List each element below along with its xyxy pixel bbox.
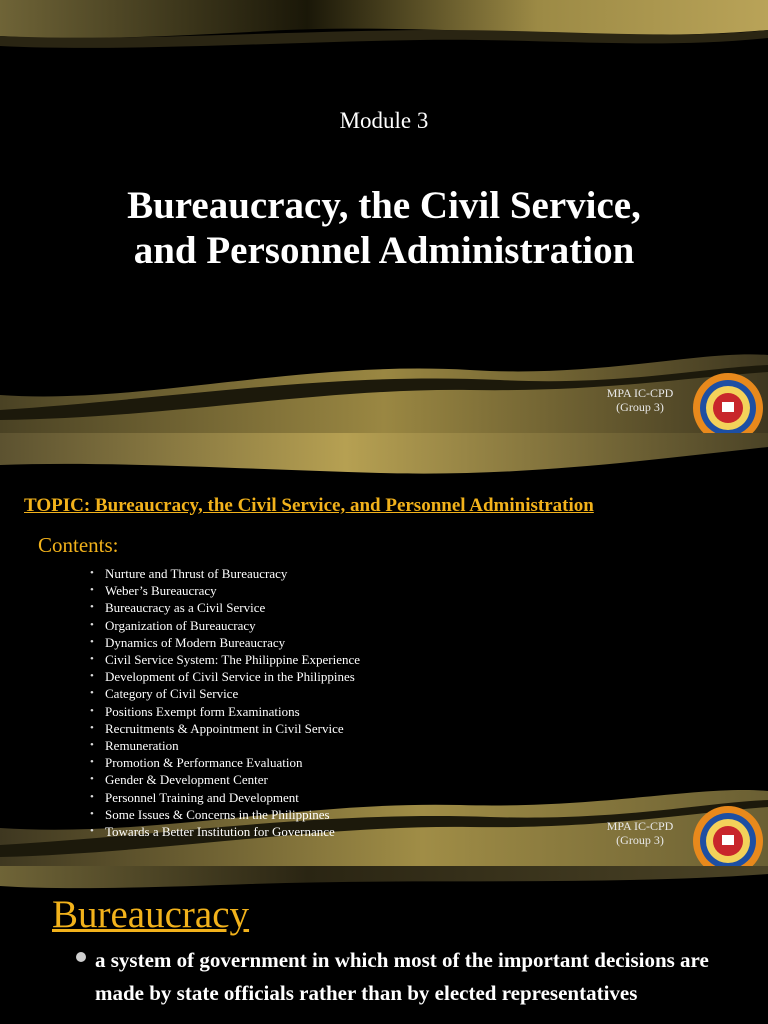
list-item: • Some Issues & Concerns in the Philippines xyxy=(90,806,360,823)
topic-heading: TOPIC: Bureaucracy, the Civil Service, and Personnel Administration xyxy=(24,495,594,516)
module-label: Module 3 xyxy=(339,108,429,133)
contents-list xyxy=(90,565,360,840)
contents-label: Contents: xyxy=(38,533,119,557)
list-item: • Positions Exempt form Examinations xyxy=(90,703,360,720)
list-item: • Dynamics of Modern Bureaucracy xyxy=(90,634,360,651)
list-item: • Recruitments & Appointment in Civil Service xyxy=(90,720,360,737)
organization-logo xyxy=(594,805,764,866)
logo-caption xyxy=(594,386,686,414)
bullet-icon xyxy=(76,952,86,962)
logo-caption-line-2: (Group 3) xyxy=(616,833,664,847)
contents-slide xyxy=(0,433,768,866)
list-item: • Category of Civil Service xyxy=(90,685,360,702)
list-item: • Gender & Development Center xyxy=(90,771,360,788)
list-item: • Personnel Training and Development xyxy=(90,789,360,806)
slide-title-line-1: Bureaucracy, the Civil Service, xyxy=(127,184,641,227)
title-slide xyxy=(0,0,768,433)
list-item: • Promotion & Performance Evaluation xyxy=(90,754,360,771)
organization-logo xyxy=(594,372,764,433)
list-item: • Towards a Better Institution for Governance xyxy=(90,823,360,840)
slide-title xyxy=(0,183,768,273)
list-item: • Nurture and Thrust of Bureaucracy xyxy=(90,565,360,582)
list-item: • Weber’s Bureaucracy xyxy=(90,582,360,599)
logo-caption xyxy=(594,819,686,847)
definition-slide xyxy=(0,866,768,1024)
list-item: • Remuneration xyxy=(90,737,360,754)
list-item: • Civil Service System: The Philippine Experience xyxy=(90,651,360,668)
logo-caption-line-1: MPA IC-CPD xyxy=(606,819,674,833)
seal-icon xyxy=(692,805,764,866)
logo-caption-line-2: (Group 3) xyxy=(616,400,664,414)
list-item: • Bureaucracy as a Civil Service xyxy=(90,599,360,616)
seal-icon xyxy=(692,372,764,433)
slide-title-line-2: and Personnel Administration xyxy=(133,229,635,272)
slide-title: Bureaucracy xyxy=(52,893,250,936)
list-item: • Organization of Bureaucracy xyxy=(90,617,360,634)
definition-text: a system of government in which most of the important decisions are made by state officials rather than by elected representatives xyxy=(95,948,709,1005)
logo-caption-line-1: MPA IC-CPD xyxy=(606,386,674,400)
list-item: • Development of Civil Service in the Philippines xyxy=(90,668,360,685)
